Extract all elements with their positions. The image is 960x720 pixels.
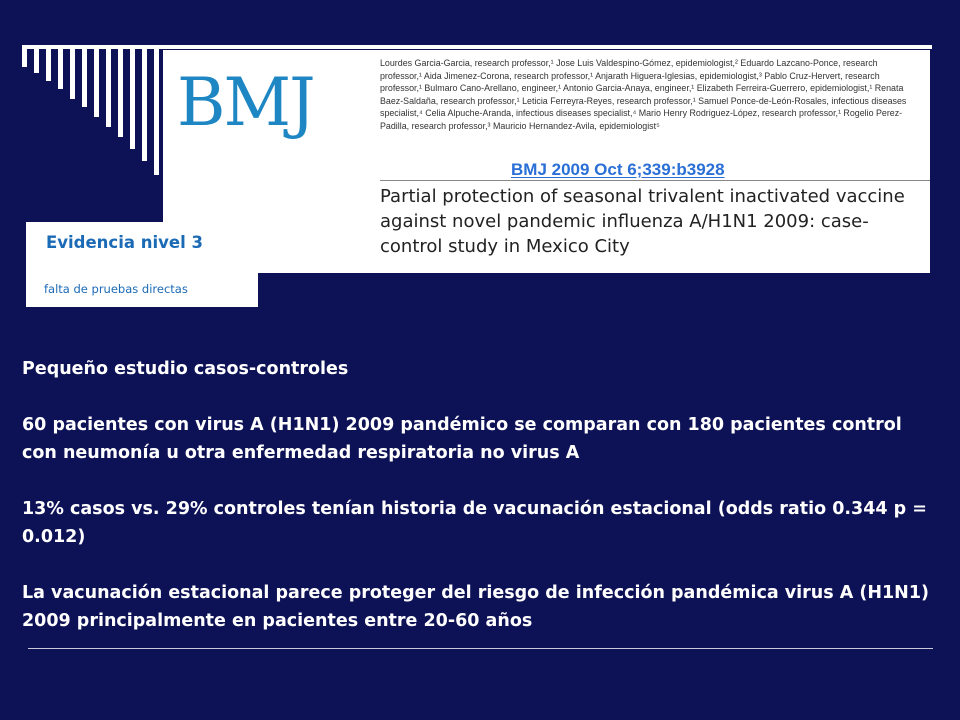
decorative-bar xyxy=(58,45,63,89)
decorative-bar xyxy=(22,45,27,67)
evidence-note: falta de pruebas directas xyxy=(44,282,188,296)
study-conclusion: La vacunación estacional parece proteger del riesgo de infección pandémica virus A (H1N1) 2009 principalmente en pacientes entre 20-60 años xyxy=(22,583,930,631)
study-population: 60 pacientes con virus A (H1N1) 2009 pandémico se comparan con 180 pacientes control con neumonía u otra enfermedad respiratoria no virus A xyxy=(22,415,902,463)
decorative-bar xyxy=(94,45,99,117)
bottom-divider xyxy=(28,648,933,649)
decorative-bar xyxy=(130,45,135,149)
decorative-bar xyxy=(70,45,75,99)
decorative-bar xyxy=(154,45,159,175)
decorative-bar xyxy=(34,45,39,73)
study-result: 13% casos vs. 29% controles tenían historia de vacunación estacional (odds ratio 0.344 p = 0.012) xyxy=(22,499,927,547)
decorative-bar xyxy=(142,45,147,161)
paper-authors: Lourdes Garcia-Garcia, research professor,¹ Jose Luis Valdespino-Gómez, epidemiologist,² Eduardo Lazcano-Ponce, research professor,¹ Aida Jimenez-Corona, research professor,¹ Anjarath Higuera-Iglesias, epidemiologist,³ Pablo Cruz-Hervert, research professor,¹ Bulmaro Cano-Arellano, engineer,¹ Antonio Garcia-Anaya, engineer,¹ Elizabeth Ferreira-Guerrero, epidemiologist,¹ Renata Baez-Saldaña, research professor,¹ Leticia Ferreyra-Reyes, research professor,¹ Samuel Ponce-de-León-Rosales, infectious diseases specialist,⁴ Celia Alpuche-Aranda, infectious diseases specialist,⁴ Mario Henry Rodriguez-López, research professor,¹ Rogelio Perez-Padilla, research professor,³ Mauricio Hernandez-Avila, epidemiologist⁵ xyxy=(380,58,907,131)
decorative-bar xyxy=(106,45,111,127)
slide-body xyxy=(22,355,942,635)
evidence-level: Evidencia nivel 3 xyxy=(46,233,203,252)
study-summary: Pequeño estudio casos-controles xyxy=(22,359,349,379)
title-divider xyxy=(380,180,930,181)
evidence-box xyxy=(26,222,258,307)
decorative-bar xyxy=(46,45,51,81)
paper-title: Partial protection of seasonal trivalent inactivated vaccine against novel pandemic influenza A/H1N1 2009: case-control study in Mexico City xyxy=(380,186,905,257)
paper-header-image xyxy=(163,50,930,273)
decorative-bar xyxy=(118,45,123,137)
decorative-bar xyxy=(82,45,87,107)
paper-citation-link[interactable]: BMJ 2009 Oct 6;339:b3928 xyxy=(511,160,725,179)
bmj-logo: BMJ xyxy=(177,64,314,141)
